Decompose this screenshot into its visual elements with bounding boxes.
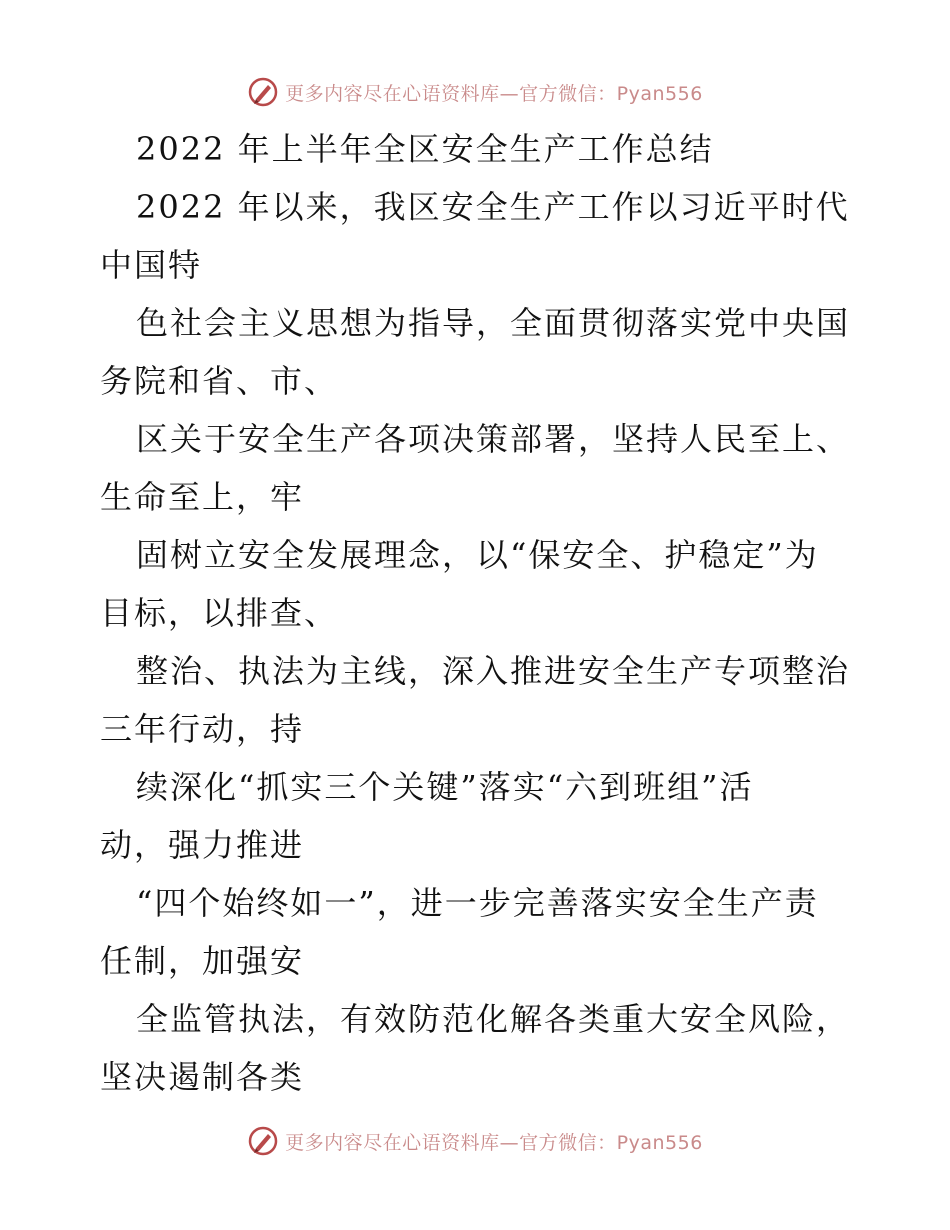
paragraph-line: 三年行动，持 [100, 710, 305, 748]
paragraph-line: 续深化“抓实三个关键”落实“六到班组”活 [136, 768, 754, 806]
watermark-text: 更多内容尽在心语资料库—官方微信：Pyan556 [285, 82, 703, 105]
paragraph-line: 固树立安全发展理念，以“保安全、护稳定”为 [136, 536, 819, 574]
paragraph-line: 整治、执法为主线，深入推进安全生产专项整治 [136, 652, 851, 690]
paragraph-line: 务院和省、市、 [100, 362, 339, 400]
paragraph-line: “四个始终如一”，进一步完善落实安全生产责 [136, 884, 819, 922]
pen-logo-icon [247, 1125, 279, 1157]
footer-watermark [0, 1121, 950, 1161]
paragraph-line: 区关于安全生产各项决策部署，坚持人民至上、 [136, 420, 851, 458]
header-watermark [0, 72, 950, 112]
document-body [100, 120, 860, 1106]
paragraph-line: 生命至上，牢 [100, 478, 305, 516]
paragraph-line: 目标，以排查、 [100, 594, 339, 632]
paragraph-line: 全监管执法，有效防范化解各类重大安全风险， [136, 1000, 851, 1038]
paragraph-line: 色社会主义思想为指导，全面贯彻落实党中央国 [136, 304, 851, 342]
paragraph-line: 任制，加强安 [100, 942, 305, 980]
watermark-text: 更多内容尽在心语资料库—官方微信：Pyan556 [285, 1131, 703, 1154]
paragraph-line: 动，强力推进 [100, 826, 305, 864]
pen-logo-icon [247, 76, 279, 108]
document-title: 2022 年上半年全区安全生产工作总结 [136, 130, 714, 168]
paragraph-line: 中国特 [100, 246, 203, 284]
paragraph-line: 坚决遏制各类 [100, 1058, 305, 1096]
paragraph-line: 2022 年以来，我区安全生产工作以习近平时代 [136, 188, 850, 226]
